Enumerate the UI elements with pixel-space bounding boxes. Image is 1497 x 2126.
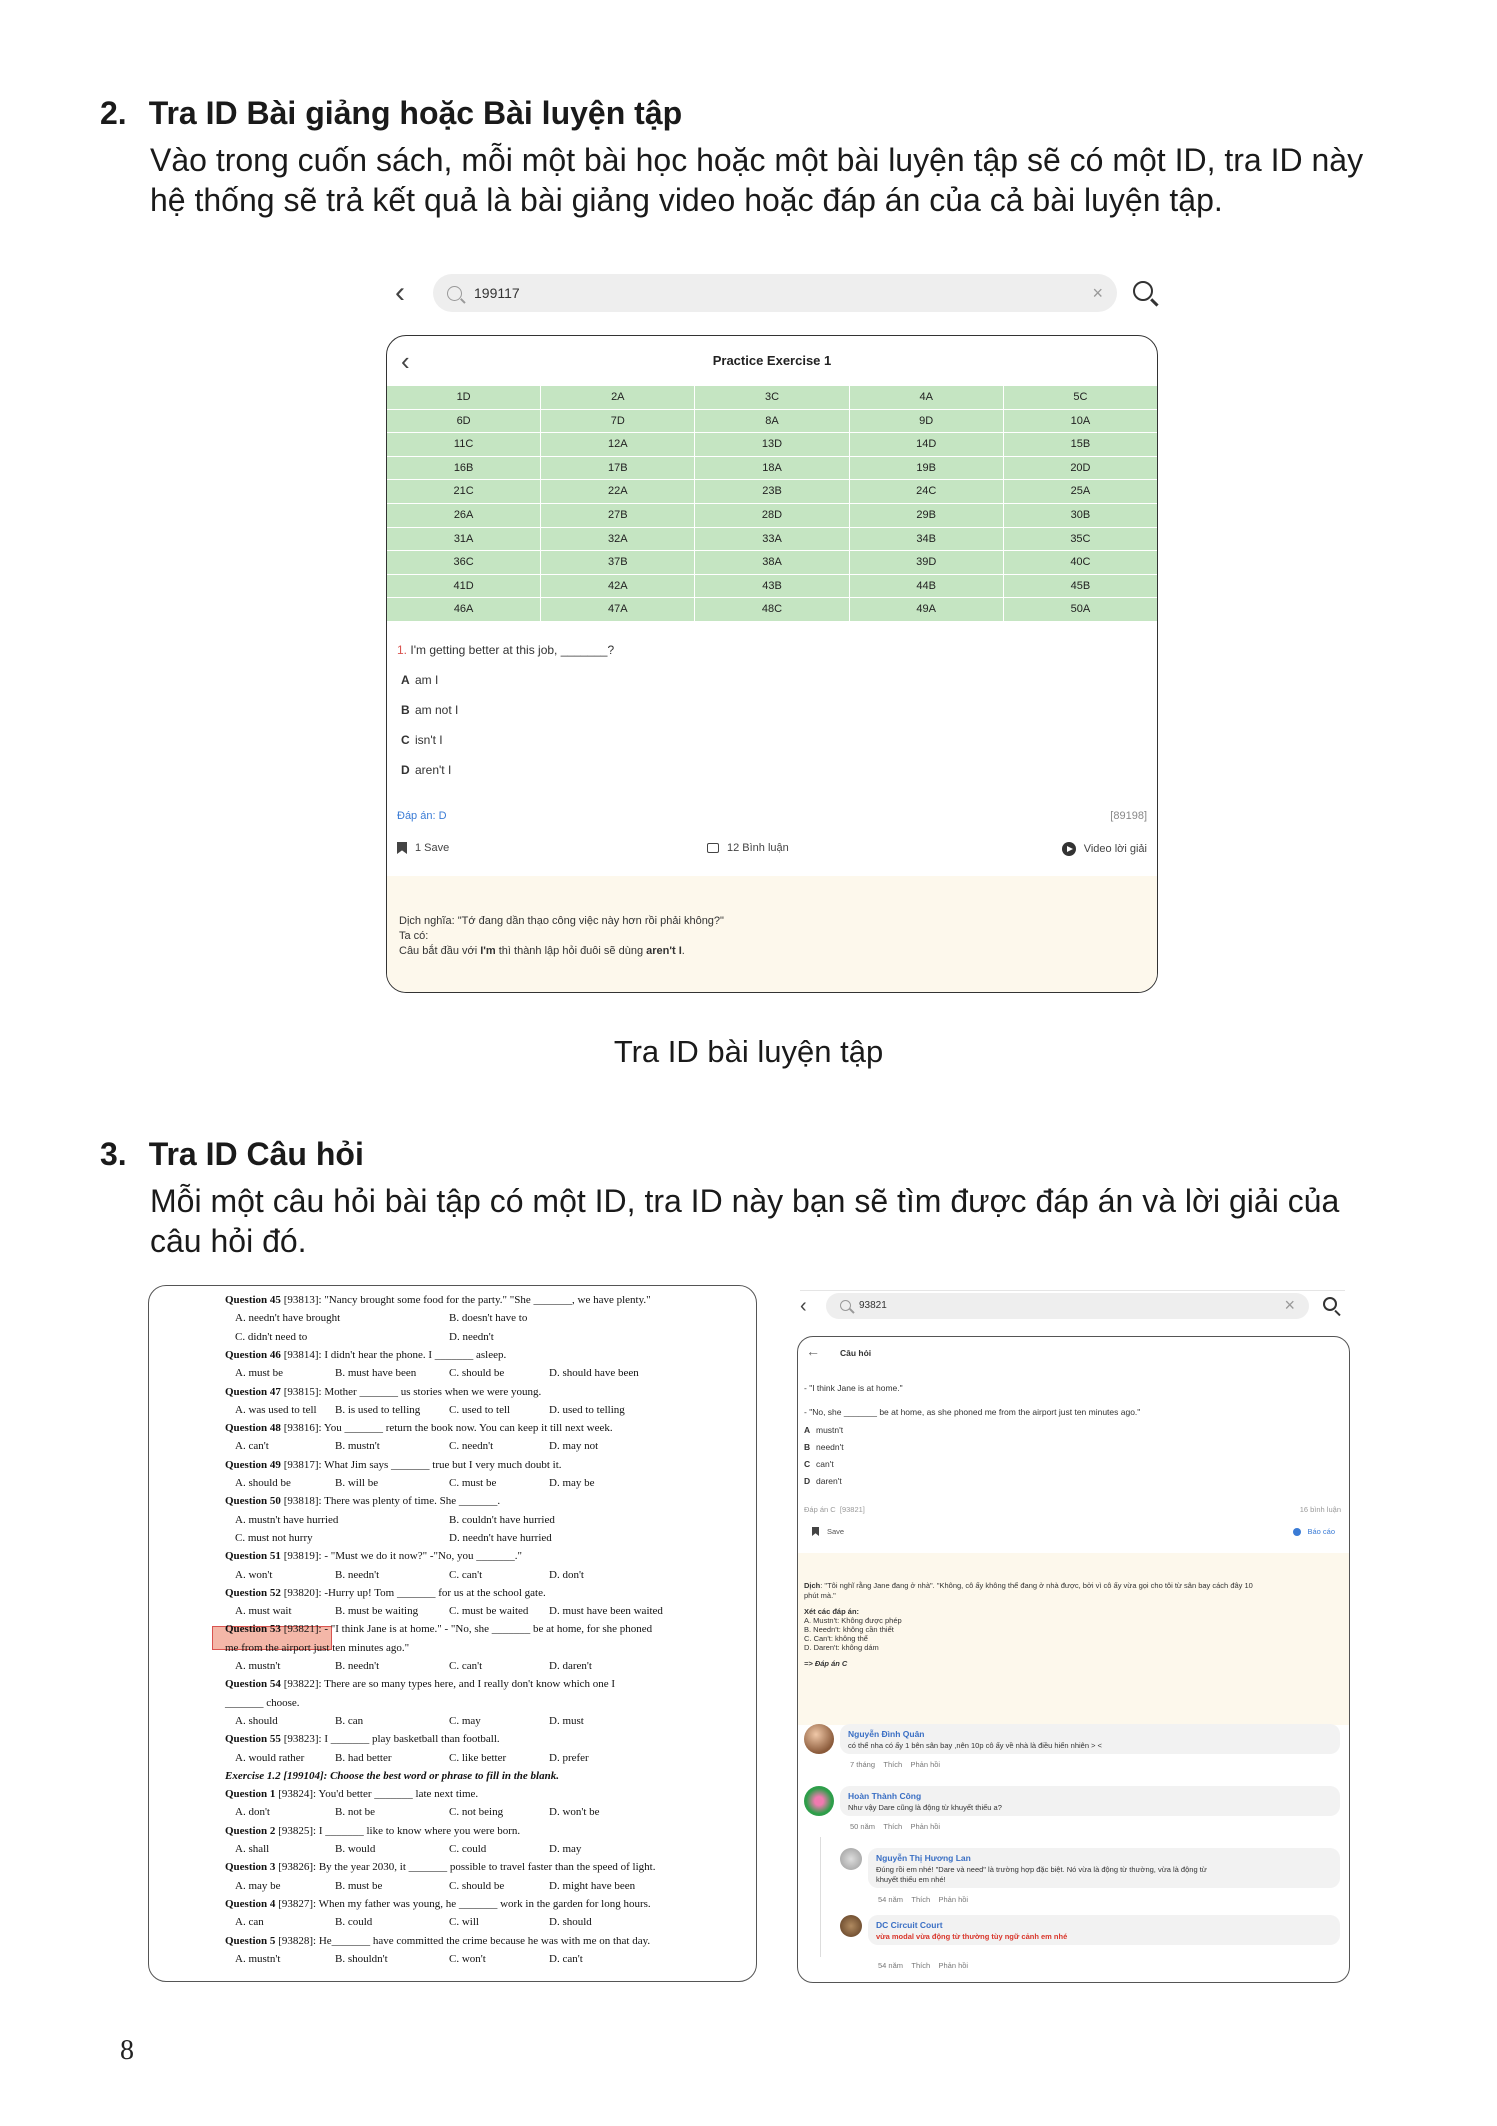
card-header-title: Câu hỏi: [840, 1348, 872, 1358]
answer-cell: 25A: [1070, 485, 1091, 498]
question-continuation: _______ choose.: [225, 1696, 300, 1709]
commenter-name[interactable]: Nguyễn Thị Hương Lan: [876, 1853, 971, 1863]
answer-cell: 47A: [541, 598, 695, 621]
section-number: 2.: [100, 95, 127, 131]
practice-search-bar: [395, 272, 1165, 314]
body-line: câu hỏi đó.: [150, 1223, 307, 1259]
comments-button[interactable]: 12 Bình luận: [707, 842, 789, 854]
reply-button[interactable]: Phản hồi: [938, 1895, 969, 1904]
answer-cell: 11C: [387, 433, 541, 456]
comment-text: có thể nha có ấy 1 bên sân bay ,nên 10p cô ấy về nhà là điều hiển nhiên > <: [848, 1741, 1102, 1750]
search-value: 93821: [859, 1300, 887, 1311]
play-icon: [1062, 842, 1076, 856]
option: A. was used to tell: [235, 1403, 317, 1416]
answer-cell: 29B: [850, 504, 1004, 527]
back-chevron-icon[interactable]: ‹: [395, 276, 405, 309]
option: D. daren't: [549, 1660, 592, 1672]
answer-cell: 44B: [850, 575, 1004, 598]
comments-count: 16 bình luận: [1299, 1505, 1341, 1514]
option: B. can: [335, 1714, 364, 1727]
search-input[interactable]: [433, 274, 1117, 312]
answer-cell: 6D: [387, 410, 541, 433]
comment-meta: 54 năm Thích Phản hồi: [878, 1895, 969, 1904]
option: B. must be: [335, 1879, 383, 1892]
option: C. can't: [449, 1568, 483, 1581]
bookmark-icon: [397, 842, 407, 854]
section-title: Tra ID Bài giảng hoặc Bài luyện tập: [148, 95, 683, 131]
answer-cell: 15B: [1070, 438, 1091, 451]
exercise-heading: Exercise 1.2 [199104]: Choose the best word or phrase to fill in the blank.: [225, 1769, 559, 1782]
answer-cell: 38A: [695, 551, 849, 574]
question-line: Question 49 [93817]: What Jim says _______ true but I very much doubt it.: [225, 1458, 562, 1471]
commenter-name[interactable]: DC Circuit Court: [876, 1920, 943, 1930]
option: A. mustn't: [235, 1660, 281, 1672]
explain-line: Dịch nghĩa: "Tớ đang dần thạo công việc này hơn rồi phải không?": [399, 915, 724, 927]
answer-cell: 10A: [1070, 414, 1091, 427]
question-line: Question 3 [93826]: By the year 2030, it _______ possible to travel faster than the speed of light.: [225, 1861, 656, 1874]
question-line: Question 1 [93824]: You'd better _______ late next time.: [225, 1788, 479, 1801]
answer-row: [387, 410, 1157, 434]
comment-text: khuyết thiếu em nhé!: [876, 1875, 946, 1884]
question-line: Question 5 [93828]: He_______ have committed the crime because he was with me on that day.: [225, 1934, 651, 1947]
analysis-title: Xét các đáp án:: [804, 1607, 860, 1616]
option: B. must have been: [335, 1367, 417, 1380]
clear-icon[interactable]: ×: [1092, 282, 1103, 303]
search-input[interactable]: [826, 1293, 1309, 1319]
answer-cell: 14D: [850, 433, 1004, 456]
option-c[interactable]: C can't: [804, 1459, 834, 1469]
section-title: Tra ID Câu hỏi: [148, 1136, 364, 1172]
answer-cell: 23B: [695, 480, 849, 503]
option-a[interactable]: A am I: [401, 673, 439, 687]
option: B. would: [335, 1843, 376, 1855]
option: A. shall: [235, 1843, 270, 1855]
comment-icon: [707, 843, 719, 853]
commenter-name[interactable]: Nguyễn Đình Quân: [848, 1729, 925, 1739]
option: B. had better: [335, 1751, 392, 1764]
action-bar: [397, 842, 1147, 862]
option: D. may be: [549, 1477, 595, 1489]
option: C. must be: [449, 1477, 497, 1489]
reply-button[interactable]: Phản hồi: [910, 1822, 941, 1831]
question-line: Question 54 [93822]: There are so many types here, and I really don't know which one I: [225, 1678, 616, 1691]
answer-cell: 4A: [850, 386, 1004, 409]
option: C. can't: [449, 1660, 483, 1672]
section-2-heading: [100, 95, 682, 132]
option: D. don't: [549, 1568, 584, 1581]
answer-cell: 34B: [850, 528, 1004, 551]
answer-cell: 16B: [387, 457, 541, 480]
video-solution-button[interactable]: Video lời giải: [1062, 842, 1147, 856]
option: C. will: [449, 1916, 479, 1929]
option-b[interactable]: B needn't: [804, 1442, 844, 1452]
answer-row: [387, 433, 1157, 457]
like-button[interactable]: Thích: [911, 1961, 931, 1970]
option: A. may be: [235, 1879, 281, 1892]
comment-bubble: [840, 1724, 1340, 1754]
analysis-item: D. Daren't: không dám: [804, 1643, 879, 1652]
save-button[interactable]: Save: [812, 1527, 844, 1536]
answer-cell: 8A: [695, 410, 849, 433]
question-line: - "I think Jane is at home.": [804, 1383, 903, 1393]
like-button[interactable]: Thích: [883, 1760, 903, 1769]
answer-label: Đáp án: D: [397, 810, 447, 822]
reply-button[interactable]: Phản hồi: [910, 1760, 941, 1769]
answer-cell: 33A: [695, 528, 849, 551]
option: D. may: [549, 1843, 582, 1855]
avatar: [804, 1786, 834, 1816]
answer-grid: [387, 386, 1157, 622]
question-line: Question 51 [93819]: - "Must we do it now?" -"No, you _______.": [225, 1550, 522, 1563]
comment-bubble: [868, 1848, 1340, 1888]
option: C. must not hurry: [235, 1531, 313, 1544]
option: D. might have been: [549, 1879, 636, 1892]
option: A. should be: [235, 1477, 291, 1489]
option: C. like better: [449, 1751, 507, 1764]
option: B. doesn't have to: [449, 1312, 528, 1325]
option: A. can't: [235, 1440, 269, 1453]
search-icon: [840, 1300, 851, 1311]
analysis-item: A. Mustn't: Không được phép: [804, 1616, 902, 1625]
option: D. should have been: [549, 1367, 639, 1380]
option: D. can't: [549, 1952, 583, 1965]
page-number: 8: [120, 2035, 134, 2066]
answer-cell: 22A: [541, 480, 695, 503]
explain-line: phút mà.": [804, 1591, 836, 1600]
section-3-heading: [100, 1136, 364, 1173]
question-line: Question 45 [93813]: "Nancy brought some food for the party." "She _______, we have plenty.": [225, 1294, 651, 1306]
answer-row: [387, 504, 1157, 528]
answer-label: Đáp án C [93821]: [804, 1505, 865, 1514]
answer-cell: 2A: [541, 386, 695, 409]
question-line: Question 50 [93818]: There was plenty of time. She _______.: [225, 1495, 501, 1508]
body-line: Vào trong cuốn sách, mỗi một bài học hoặc một bài luyện tập sẽ có một ID, tra ID này: [150, 142, 1364, 178]
option: B. shouldn't: [335, 1952, 388, 1965]
question-lookup-card: [797, 1336, 1350, 1983]
option: D. should: [549, 1916, 592, 1929]
answer-cell: 42A: [541, 575, 695, 598]
option: A. should: [235, 1714, 278, 1727]
option-a[interactable]: A mustn't: [804, 1425, 844, 1435]
answer-cell: 50A: [1070, 603, 1091, 616]
option: C. not being: [449, 1806, 504, 1819]
answer-cell: 36C: [387, 551, 541, 574]
option: D. may not: [549, 1440, 599, 1453]
back-chevron-icon[interactable]: ‹: [800, 1294, 807, 1317]
answer-cell: 5C: [1073, 391, 1088, 403]
question-line: Question 55 [93823]: I _______ play basketball than football.: [225, 1733, 500, 1746]
save-button[interactable]: 1 Save: [397, 842, 449, 854]
conclusion: => Đáp án C: [804, 1659, 848, 1668]
figure-caption: Tra ID bài luyện tập: [613, 1034, 884, 1069]
comment-bubble: [868, 1915, 1340, 1945]
explanation-panel: [387, 876, 1157, 992]
answer-cell: 7D: [541, 410, 695, 433]
option: C. could: [449, 1843, 487, 1855]
option: B. needn't: [335, 1568, 380, 1581]
option: B. is used to telling: [335, 1403, 421, 1416]
option: C. used to tell: [449, 1403, 511, 1416]
reply-button[interactable]: Phản hồi: [938, 1961, 969, 1970]
answer-cell: 9D: [850, 410, 1004, 433]
option: C. didn't need to: [235, 1330, 308, 1343]
option: A. must wait: [235, 1605, 292, 1618]
option: A. mustn't have hurried: [235, 1513, 339, 1526]
comment-meta: 54 năm Thích Phản hồi: [878, 1961, 969, 1970]
question-search-bar: [800, 1290, 1345, 1320]
search-value: 199117: [474, 285, 520, 301]
info-icon: [1293, 1528, 1301, 1536]
answer-row: [387, 457, 1157, 481]
option-d[interactable]: D aren't I: [401, 763, 452, 777]
question-line: Question 46 [93814]: I didn't hear the phone. I _______ asleep.: [225, 1348, 507, 1361]
option: C. must be waited: [449, 1605, 529, 1618]
option: D. must: [549, 1714, 584, 1727]
question-line: Question 4 [93827]: When my father was young, he _______ work in the garden for long hours.: [225, 1897, 651, 1910]
option: C. should be: [449, 1367, 505, 1380]
answer-row: [387, 386, 1157, 410]
answer-cell: 35C: [1070, 532, 1091, 545]
comment-meta: 50 năm Thích Phản hồi: [850, 1822, 941, 1831]
answer-cell: 43B: [695, 575, 849, 598]
option: B. needn't: [335, 1660, 380, 1672]
bookmark-icon: [812, 1527, 819, 1536]
avatar: [804, 1724, 834, 1754]
question-number: 1.: [397, 643, 408, 657]
comment-text: Như vậy Dare cũng là động từ khuyết thiếu a?: [848, 1803, 1002, 1812]
search-button-icon[interactable]: [1317, 1292, 1345, 1320]
back-chevron-icon[interactable]: ‹: [401, 346, 410, 376]
book-question-list: [148, 1285, 757, 1982]
avatar: [840, 1848, 862, 1870]
question-line: - "No, she _______ be at home, as she phoned me from the airport just ten minutes ago.": [804, 1407, 1141, 1417]
question-continuation: me from the airport just ten minutes ago.": [225, 1641, 410, 1654]
report-button[interactable]: Báo cáo: [1293, 1527, 1335, 1536]
section-2-body: [150, 140, 1410, 220]
option-b[interactable]: B am not I: [401, 703, 459, 717]
comment-text: Đúng rồi em nhé! "Dare và need" là trường hợp đặc biệt. Nó vừa là động từ thường, vừa là động từ: [876, 1865, 1207, 1874]
option: D. must have been waited: [549, 1605, 663, 1618]
option: A. can: [235, 1916, 264, 1929]
question-line: Question 47 [93815]: Mother _______ us stories when we were young.: [225, 1385, 542, 1398]
option: B. couldn't have hurried: [449, 1513, 555, 1526]
option: C. may: [449, 1714, 481, 1727]
option: D. used to telling: [549, 1403, 625, 1416]
answer-row: [387, 480, 1157, 504]
answer-row: [387, 551, 1157, 575]
answer-cell: 20D: [1070, 461, 1091, 474]
answer-cell: 27B: [541, 504, 695, 527]
comment-meta: 7 tháng Thích Phản hồi: [850, 1760, 941, 1769]
option: B. must be waiting: [335, 1605, 419, 1618]
question-body: I'm getting better at this job, _______?: [410, 643, 615, 657]
section-3-body: [150, 1181, 1410, 1261]
answer-cell: 48C: [695, 598, 849, 621]
question-line: Question 2 [93825]: I _______ like to know where you were born.: [225, 1824, 521, 1837]
answer-cell: 3C: [695, 386, 849, 409]
option: A. needn't have brought: [235, 1312, 341, 1325]
search-icon: [447, 286, 462, 301]
answer-cell: 41D: [387, 575, 541, 598]
body-line: Mỗi một câu hỏi bài tập có một ID, tra ID này bạn sẽ tìm được đáp án và lời giải của: [150, 1183, 1340, 1219]
option-d[interactable]: D daren't: [804, 1476, 842, 1486]
option: A. won't: [235, 1568, 273, 1581]
analysis-item: B. Needn't: không cần thiết: [804, 1625, 894, 1634]
answer-cell: 40C: [1070, 556, 1091, 569]
option: D. prefer: [549, 1751, 589, 1764]
option: B. will be: [335, 1477, 379, 1489]
thread-line: [820, 1837, 821, 1957]
explain-line: Câu bắt đầu với I'm thì thành lập hỏi đuôi sẽ dùng aren't I.: [399, 945, 685, 957]
question-line: Question 53 [93821]: - "I think Jane is at home." - "No, she _______ be at home, for she phoned: [225, 1623, 653, 1636]
option: D. won't be: [549, 1806, 600, 1819]
explanation-panel: [798, 1553, 1349, 1725]
question-line: Question 48 [93816]: You _______ return the book now. You can keep it till next week.: [225, 1422, 613, 1435]
answer-cell: 39D: [850, 551, 1004, 574]
explain-line: Dịch: "Tôi nghĩ rằng Jane đang ở nhà". "Không, cô ấy không thể đang ở nhà được, bởi vì cô ấy vừa gọi cho tôi từ sân bay cách đây 10: [804, 1581, 1253, 1590]
option: C. needn't: [449, 1440, 494, 1453]
section-number: 3.: [100, 1136, 127, 1172]
comment-text: vừa modal vừa động từ thường tùy ngữ cảnh em nhé: [876, 1932, 1068, 1941]
option: D. needn't: [449, 1330, 494, 1343]
answer-row: [387, 528, 1157, 552]
answer-cell: 18A: [695, 457, 849, 480]
option-c[interactable]: C isn't I: [401, 733, 443, 747]
card-title: Practice Exercise 1: [712, 353, 832, 368]
option: B. not be: [335, 1806, 376, 1819]
explain-line: Ta có:: [399, 930, 429, 942]
answer-row: [387, 575, 1157, 599]
answer-cell: 24C: [850, 480, 1004, 503]
avatar: [840, 1915, 862, 1937]
comment-bubble: [840, 1786, 1340, 1816]
commenter-name[interactable]: Hoàn Thành Công: [848, 1791, 922, 1801]
search-button-icon[interactable]: [1125, 273, 1165, 313]
back-arrow-icon[interactable]: ←: [806, 1343, 820, 1359]
option: A. don't: [235, 1806, 270, 1819]
answer-cell: 19B: [850, 457, 1004, 480]
practice-exercise-card: [386, 335, 1158, 993]
answer-cell: 49A: [850, 598, 1004, 621]
answer-cell: 32A: [541, 528, 695, 551]
analysis-item: C. Can't: không thể: [804, 1634, 868, 1643]
option: C. should be: [449, 1879, 505, 1892]
answer-cell: 12A: [541, 433, 695, 456]
option: A. would rather: [235, 1751, 305, 1764]
option: A. mustn't: [235, 1952, 281, 1965]
answer-row: [387, 598, 1157, 622]
answer-cell: 37B: [541, 551, 695, 574]
option: A. must be: [235, 1367, 283, 1380]
answer-cell: 1D: [387, 386, 541, 409]
card-header: [387, 336, 1157, 386]
option: B. could: [335, 1916, 373, 1929]
question-id: [89198]: [1110, 810, 1147, 822]
like-button[interactable]: Thích: [911, 1895, 931, 1904]
question-text: [397, 643, 614, 657]
option: C. won't: [449, 1952, 486, 1965]
answer-cell: 28D: [695, 504, 849, 527]
option: B. mustn't: [335, 1440, 380, 1453]
answer-cell: 45B: [1070, 579, 1091, 592]
body-line: hệ thống sẽ trả kết quả là bài giảng video hoặc đáp án của cả bài luyện tập.: [150, 182, 1223, 218]
answer-cell: 26A: [387, 504, 541, 527]
option: D. needn't have hurried: [449, 1531, 552, 1544]
answer-cell: 31A: [387, 528, 541, 551]
answer-cell: 13D: [695, 433, 849, 456]
answer-cell: 17B: [541, 457, 695, 480]
like-button[interactable]: Thích: [883, 1822, 903, 1831]
answer-cell: 46A: [387, 598, 541, 621]
question-line: Question 52 [93820]: -Hurry up! Tom _______ for us at the school gate.: [225, 1586, 546, 1599]
answer-cell: 30B: [1070, 508, 1091, 521]
answer-cell: 21C: [387, 480, 541, 503]
clear-icon[interactable]: ×: [1284, 1295, 1295, 1315]
